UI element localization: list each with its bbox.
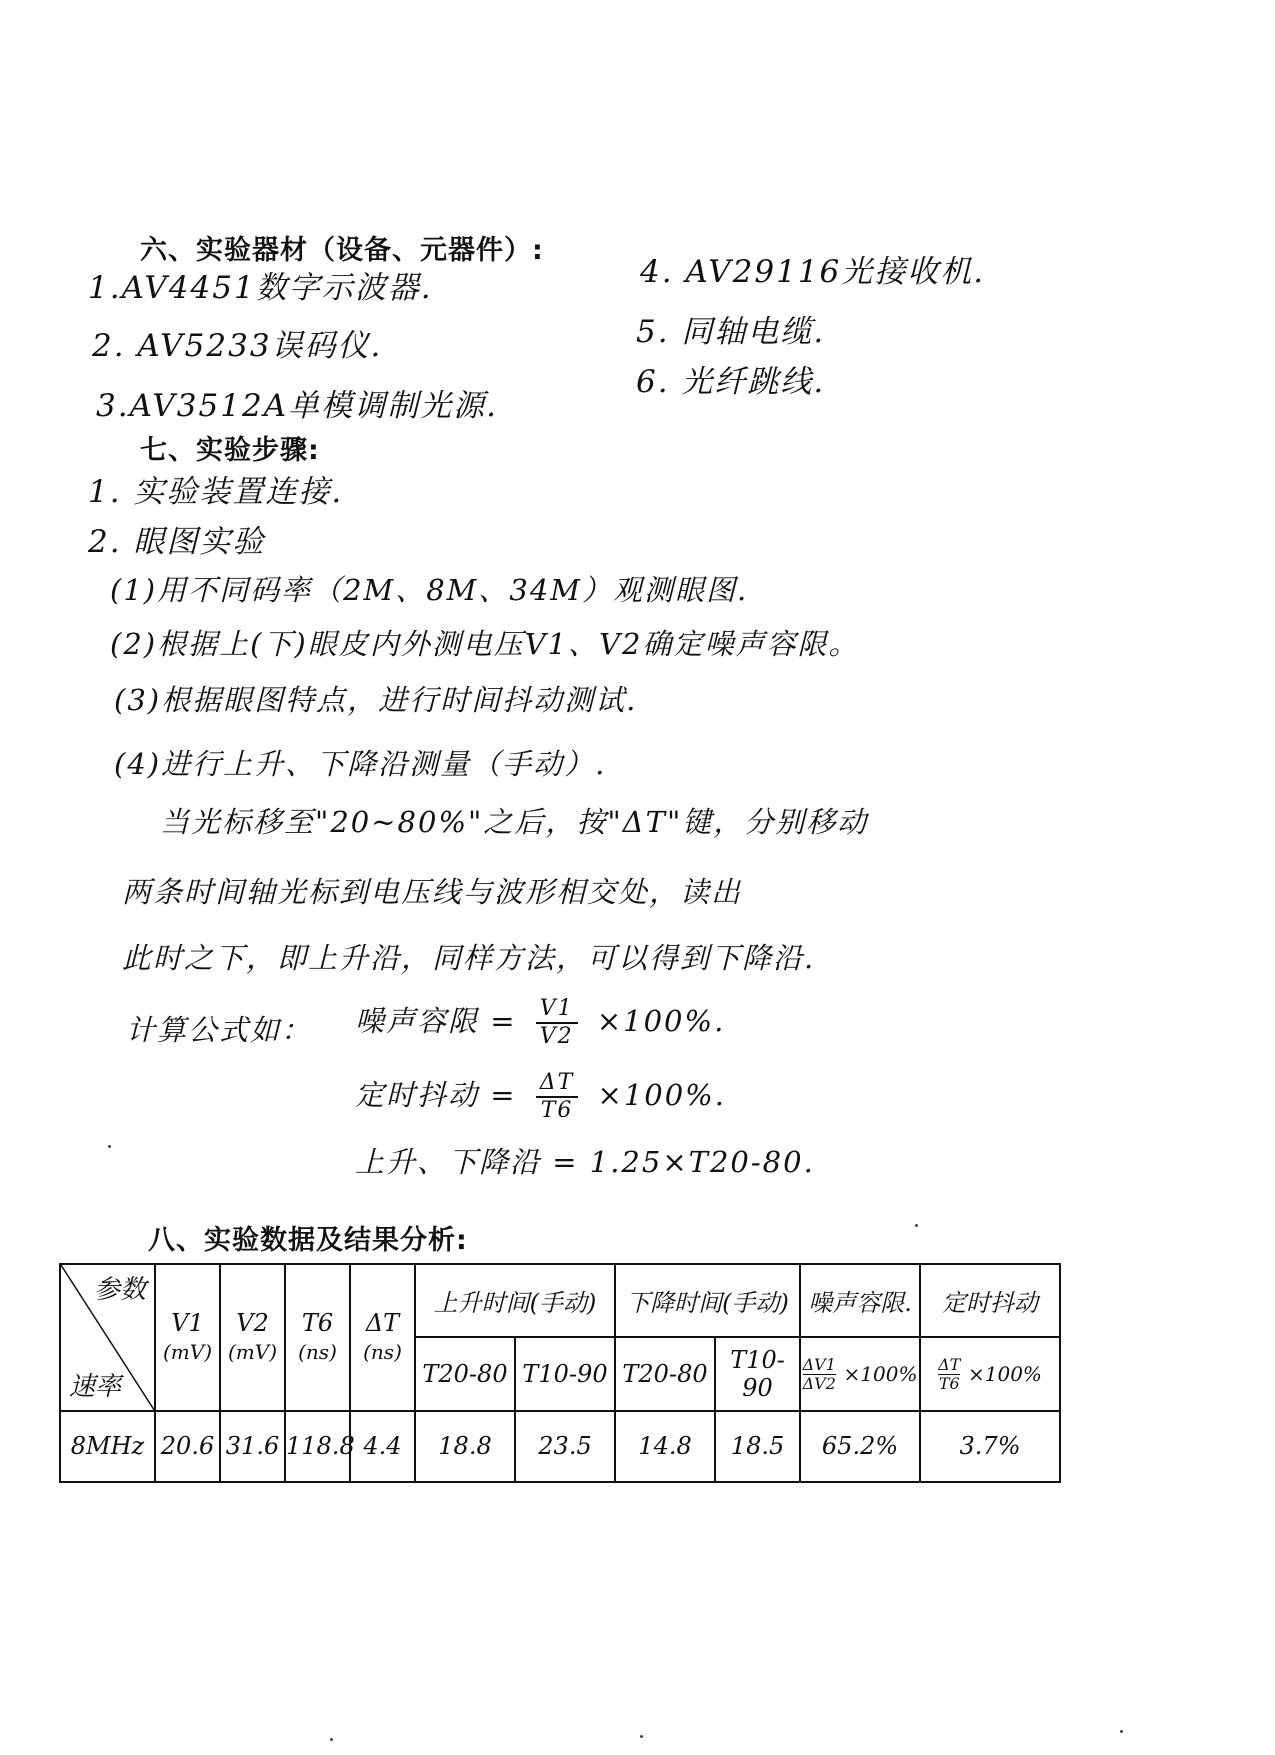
header-v1-label: V1 [171, 1309, 204, 1338]
equipment-item-3: 3.AV3512A单模调制光源. [96, 388, 498, 424]
equipment-item-4: 4. AV29116光接收机. [640, 254, 986, 290]
header-v1 [155, 1264, 220, 1411]
scan-speck [1120, 1730, 1123, 1733]
paragraph-line-3: 此时之下，即上升沿，同样方法，可以得到下降沿. [122, 941, 816, 975]
noise-formula-den: ΔV2 [802, 1373, 836, 1393]
corner-top-label: 参数 [93, 1275, 146, 1305]
cell-v1: 20.6 [155, 1411, 220, 1482]
cell-dt: 4.4 [350, 1411, 415, 1482]
equipment-item-1: 1.AV4451数字示波器. [88, 270, 433, 306]
header-rise-t2080: T20-80 [415, 1337, 515, 1410]
formula-noise-num: V1 [536, 996, 578, 1024]
scan-speck [640, 1735, 643, 1738]
noise-formula-fraction [803, 1356, 836, 1393]
table-corner-header [60, 1264, 155, 1411]
formula-noise-margin [355, 996, 725, 1050]
substep-2: (2)根据上(下)眼皮内外测电压V1、V2确定噪声容限。 [110, 627, 860, 661]
cell-rate: 8MHz [60, 1411, 155, 1482]
cell-t6: 118.8 [285, 1411, 350, 1482]
substep-1: (1)用不同码率（2M、8M、34M）观测眼图. [110, 573, 749, 607]
formula-jitter-name: 定时抖动 = [355, 1078, 517, 1112]
step-2: 2. 眼图实验 [88, 524, 266, 560]
equipment-item-5: 5. 同轴电缆. [636, 314, 826, 350]
formula-noise-suffix: ×100%. [596, 1004, 726, 1038]
data-table [59, 1263, 1061, 1483]
formula-jitter-fraction [536, 1070, 579, 1124]
jitter-formula-fraction [938, 1356, 960, 1393]
header-v1-unit: (mV) [162, 1340, 212, 1365]
jitter-formula-num: ΔT [938, 1354, 961, 1374]
table-row [60, 1411, 1060, 1482]
header-noise-margin: 噪声容限. [800, 1264, 920, 1337]
formula-rise-fall [355, 1140, 815, 1181]
header-dt [350, 1264, 415, 1411]
formula-noise-den: V2 [539, 1024, 574, 1049]
section8-heading: 八、实验数据及结果分析: [148, 1225, 468, 1256]
formula-noise-fraction [536, 996, 578, 1050]
scan-speck [108, 1145, 111, 1148]
equipment-item-2: 2. AV5233误码仪. [92, 328, 383, 364]
header-t6-label: T6 [301, 1309, 334, 1338]
header-fall-t1090: T10-90 [715, 1337, 800, 1410]
noise-formula-suffix: ×100% [843, 1361, 918, 1386]
header-fall-time: 下降时间(手动) [615, 1264, 800, 1337]
header-rise-t1090: T10-90 [515, 1337, 615, 1410]
scan-speck [915, 1224, 918, 1227]
noise-formula-num: ΔV1 [802, 1354, 836, 1374]
cell-noise-margin: 65.2% [800, 1411, 920, 1482]
cell-fall-t2080: 14.8 [615, 1411, 715, 1482]
formula-noise-name: 噪声容限 = [355, 1004, 517, 1038]
formula-jitter-suffix: ×100%. [597, 1078, 726, 1112]
formula-label: 计算公式如： [126, 1013, 313, 1047]
cell-rise-t2080: 18.8 [415, 1411, 515, 1482]
step-1: 1. 实验装置连接. [88, 474, 344, 510]
header-t6 [285, 1264, 350, 1411]
formula-jitter-num: ΔT [536, 1070, 579, 1098]
cell-timing-jitter: 3.7% [920, 1411, 1060, 1482]
section6-heading: 六、实验器材（设备、元器件）: [140, 235, 544, 266]
substep-4: (4)进行上升、下降沿测量（手动）. [114, 747, 607, 781]
header-dt-unit: (ns) [363, 1340, 402, 1365]
paragraph-line-2: 两条时间轴光标到电压线与波形相交处，读出 [122, 875, 743, 909]
equipment-item-6: 6. 光纤跳线. [636, 364, 826, 400]
cell-fall-t1090: 18.5 [715, 1411, 800, 1482]
scan-speck [330, 1738, 333, 1741]
formula-jitter [355, 1070, 726, 1124]
formula-rise-name: 上升、下降沿 = [355, 1145, 579, 1179]
formula-jitter-den: T6 [540, 1098, 574, 1123]
jitter-formula-suffix: ×100% [968, 1361, 1042, 1386]
header-timing-jitter: 定时抖动 [920, 1264, 1060, 1337]
header-rise-time: 上升时间(手动) [415, 1264, 615, 1337]
jitter-formula-den: T6 [938, 1373, 960, 1393]
cell-rise-t1090: 23.5 [515, 1411, 615, 1482]
substep-3: (3)根据眼图特点，进行时间抖动测试. [114, 683, 638, 717]
header-dt-label: ΔT [365, 1309, 400, 1338]
section7-heading: 七、实验步骤: [140, 435, 320, 466]
header-v2 [220, 1264, 285, 1411]
formula-rise-text: 1.25×T20-80. [589, 1145, 815, 1179]
header-v2-unit: (mV) [227, 1340, 277, 1365]
paragraph-line-1: 当光标移至"20~80%"之后，按"ΔT"键，分别移动 [160, 805, 869, 839]
header-t6-unit: (ns) [298, 1340, 337, 1365]
header-v2-label: V2 [236, 1309, 269, 1338]
header-fall-t2080: T20-80 [615, 1337, 715, 1410]
header-jitter-formula [920, 1337, 1060, 1410]
header-noise-formula [800, 1337, 920, 1410]
cell-v2: 31.6 [220, 1411, 285, 1482]
corner-bottom-label: 速率 [69, 1371, 122, 1402]
